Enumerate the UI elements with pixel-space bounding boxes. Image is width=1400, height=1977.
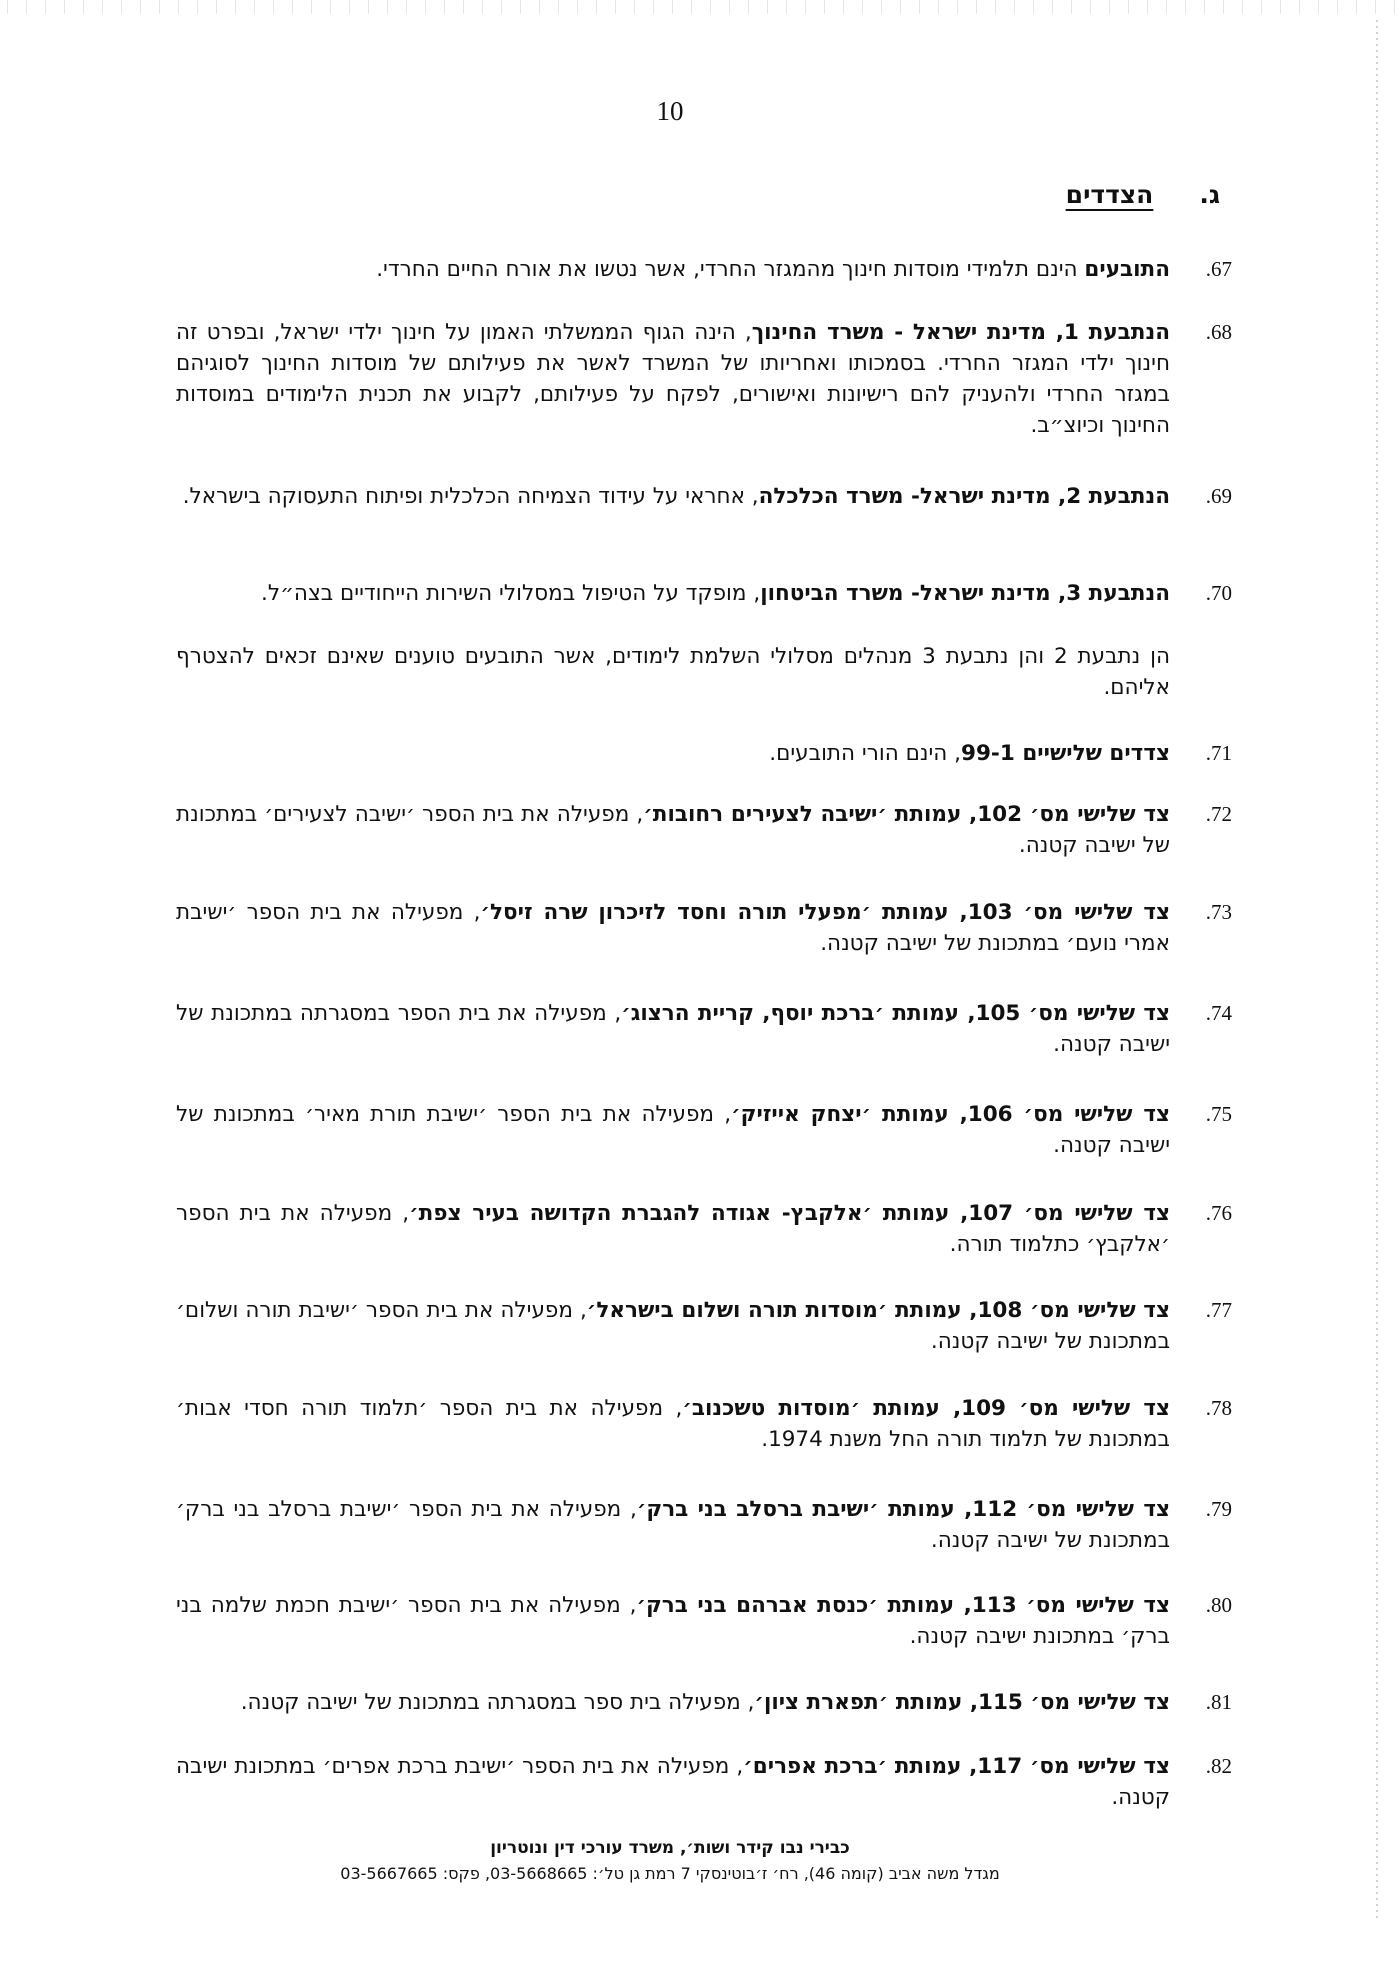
paragraph-74 bbox=[176, 998, 1232, 1060]
paragraph-bold-lead: צד שלישי מס׳ 108, עמותת ׳מוסדות תורה ושלום בישראל׳ bbox=[586, 1298, 1170, 1323]
paragraph-number: .80 bbox=[1205, 1593, 1232, 1617]
paragraph-text: , מפעילה את בית הספר ׳ישיבה לצעירים׳ במתכונת של ישיבה קטנה. bbox=[176, 802, 1170, 858]
paragraph-bold-lead: צד שלישי מס׳ 113, עמותת ׳כנסת אברהם בני ברק׳ bbox=[636, 1593, 1170, 1618]
paragraph-text: , מפעילה את בית הספר ׳ישיבת חכמת שלמה בני ברק׳ במתכונת ישיבה קטנה. bbox=[176, 1593, 1170, 1649]
paragraph-bold-lead: צד שלישי מס׳ 106, עמותת ׳יצחק אייזיק׳ bbox=[731, 1102, 1171, 1127]
paragraph-text: , מפעילה את בית הספר ׳ישיבת אמרי נועם׳ במתכונת של ישיבה קטנה. bbox=[176, 900, 1170, 956]
paragraph-number: .67 bbox=[1205, 257, 1232, 281]
paragraph-bold-lead: הנתבעת 3, מדינת ישראל- משרד הביטחון bbox=[760, 581, 1170, 606]
paragraph-bold-lead: צד שלישי מס׳ 109, עמותת ׳מוסדות טשכנוב׳ bbox=[682, 1396, 1171, 1421]
paragraph-72 bbox=[176, 799, 1232, 861]
section-letter: ג. bbox=[1199, 180, 1220, 209]
paragraph-number: .79 bbox=[1205, 1497, 1232, 1521]
paragraph-80 bbox=[176, 1590, 1232, 1652]
paragraph-number: .81 bbox=[1205, 1690, 1232, 1714]
paragraph-75 bbox=[176, 1099, 1232, 1161]
paragraph-text: הינם תלמידי מוסדות חינוך מהמגזר החרדי, אשר נטשו את אורח החיים החרדי. bbox=[376, 257, 1085, 282]
paragraph-bold-lead: צדדים שלישיים 99-1 bbox=[961, 741, 1170, 766]
paragraph-68 bbox=[176, 317, 1232, 441]
paragraph-text: , מפעילה את בית הספר במסגרתה במתכונת של ישיבה קטנה. bbox=[176, 1001, 1170, 1057]
paragraph-number: .78 bbox=[1205, 1396, 1232, 1420]
paragraph-number: .77 bbox=[1205, 1298, 1232, 1322]
section-heading bbox=[1066, 180, 1220, 209]
paragraph-bold-lead: צד שלישי מס׳ 115, עמותת ׳תפארת ציון׳ bbox=[754, 1690, 1170, 1715]
paragraph-text: , הינם הורי התובעים. bbox=[769, 741, 962, 766]
paragraph-number: .76 bbox=[1205, 1201, 1232, 1225]
paragraph-71 bbox=[176, 738, 1232, 769]
footer-address: מגדל משה אביב (קומה 46), רח׳ ז׳בוטינסקי 7 רמת גן טל׳: 03-5668665, פקס: 03-5667665 bbox=[340, 1864, 1000, 1883]
paragraph-79 bbox=[176, 1494, 1232, 1556]
paragraph-text: הן נתבעת 2 והן נתבעת 3 מנהלים מסלולי השלמת לימודים, אשר התובעים טוענים שאינם זכאים להצטרף אליהם. bbox=[176, 644, 1170, 700]
paragraph-number: .73 bbox=[1205, 900, 1232, 924]
paragraph-text: , מפעילה את בית הספר ׳אלקבץ׳ כתלמוד תורה. bbox=[176, 1201, 1170, 1257]
section-title: הצדדים bbox=[1065, 180, 1154, 209]
paragraph-text: , מפעילה בית ספר במסגרתה במתכונת של ישיבה קטנה. bbox=[240, 1690, 755, 1715]
paragraph-text: , אחראי על עידוד הצמיחה הכלכלית ופיתוח התעסוקה בישראל. bbox=[182, 484, 759, 509]
paragraph-76 bbox=[176, 1198, 1232, 1260]
footer-firm-name: כבירי נבו קידר ושות׳, משרד עורכי דין ונוטריון bbox=[490, 1838, 850, 1858]
paragraph-bold-lead: הנתבעת 2, מדינת ישראל- משרד הכלכלה bbox=[758, 484, 1170, 509]
paragraph-bold-lead: צד שלישי מס׳ 117, עמותת ׳ברכת אפרים׳ bbox=[743, 1754, 1170, 1779]
paragraph-bold-lead: צד שלישי מס׳ 103, עמותת ׳מפעלי תורה וחסד לזיכרון שרה זיסל׳ bbox=[480, 900, 1170, 925]
paragraph-number: .70 bbox=[1205, 581, 1232, 605]
paragraph-81 bbox=[176, 1687, 1232, 1718]
paragraph-number: .75 bbox=[1205, 1102, 1232, 1126]
paragraph-70 bbox=[176, 578, 1232, 609]
paragraph-text: , מפעילה את בית הספר ׳ישיבת ברסלב בני ברק׳ במתכונת של ישיבה קטנה. bbox=[176, 1497, 1170, 1553]
paragraph-bold-lead: הנתבעת 1, מדינת ישראל - משרד החינוך bbox=[751, 320, 1170, 345]
paragraph-number: .74 bbox=[1205, 1001, 1232, 1025]
paragraph-73 bbox=[176, 897, 1232, 959]
paragraph-bold-lead: התובעים bbox=[1084, 257, 1170, 282]
paragraph-text: , מופקד על הטיפול במסלולי השירות הייחודיים בצה״ל. bbox=[261, 581, 761, 606]
paragraph-bold-lead: צד שלישי מס׳ 112, עמותת ׳ישיבת ברסלב בני ברק׳ bbox=[636, 1497, 1170, 1522]
paragraph-text: , מפעילה את בית הספר ׳ישיבת תורת מאיר׳ במתכונת של ישיבה קטנה. bbox=[176, 1102, 1170, 1158]
paragraph-number: .69 bbox=[1205, 484, 1232, 508]
paragraph-text: , הינה הגוף הממשלתי האמון על חינוך ילדי ישראל, ובפרט זה חינוך ילדי המגזר החרדי. בסמכותו ואחריותו של המשרד לאשר את פעילותם של מוסדות החינוך לסוגיהם במגזר החרדי ולהעניק להם רישיונות ואישורים, לפקח על פעילותם, לקבוע את תכנית הלימודים במוסדות החינוך וכיוצ״ב. bbox=[176, 320, 1170, 438]
paragraph-78 bbox=[176, 1393, 1232, 1455]
paragraph-70-continuation bbox=[176, 641, 1232, 703]
paragraph-bold-lead: צד שלישי מס׳ 105, עמותת ׳ברכת יוסף, קריית הרצוג׳ bbox=[621, 1001, 1171, 1026]
paragraph-text: , מפעילה את בית הספר ׳תלמוד תורה חסדי אבות׳ במתכונת של תלמוד תורה החל משנת 1974. bbox=[176, 1396, 1170, 1452]
paragraph-77 bbox=[176, 1295, 1232, 1357]
scan-artifact-right-edge bbox=[1376, 20, 1378, 1920]
paragraph-number: .72 bbox=[1205, 802, 1232, 826]
paragraph-bold-lead: צד שלישי מס׳ 102, עמותת ׳ישיבה לצעירים רחובות׳ bbox=[643, 802, 1170, 827]
paragraph-bold-lead: צד שלישי מס׳ 107, עמותת ׳אלקבץ- אגודה להגברת הקדושה בעיר צפת׳ bbox=[409, 1201, 1170, 1226]
paragraph-number: .71 bbox=[1205, 741, 1232, 765]
paragraph-text: , מפעילה את בית הספר ׳ישיבת ברכת אפרים׳ במתכונת ישיבה קטנה. bbox=[176, 1754, 1170, 1810]
page-number: 10 bbox=[656, 96, 684, 126]
paragraph-number: .68 bbox=[1205, 320, 1232, 344]
paragraph-67 bbox=[176, 254, 1232, 285]
paragraph-text: , מפעילה את בית הספר ׳ישיבת תורה ושלום׳ במתכונת של ישיבה קטנה. bbox=[176, 1298, 1170, 1354]
paragraph-69 bbox=[176, 481, 1232, 512]
paragraph-82 bbox=[176, 1751, 1232, 1813]
scan-artifact-top bbox=[0, 0, 1400, 14]
paragraph-number: .82 bbox=[1205, 1754, 1232, 1778]
